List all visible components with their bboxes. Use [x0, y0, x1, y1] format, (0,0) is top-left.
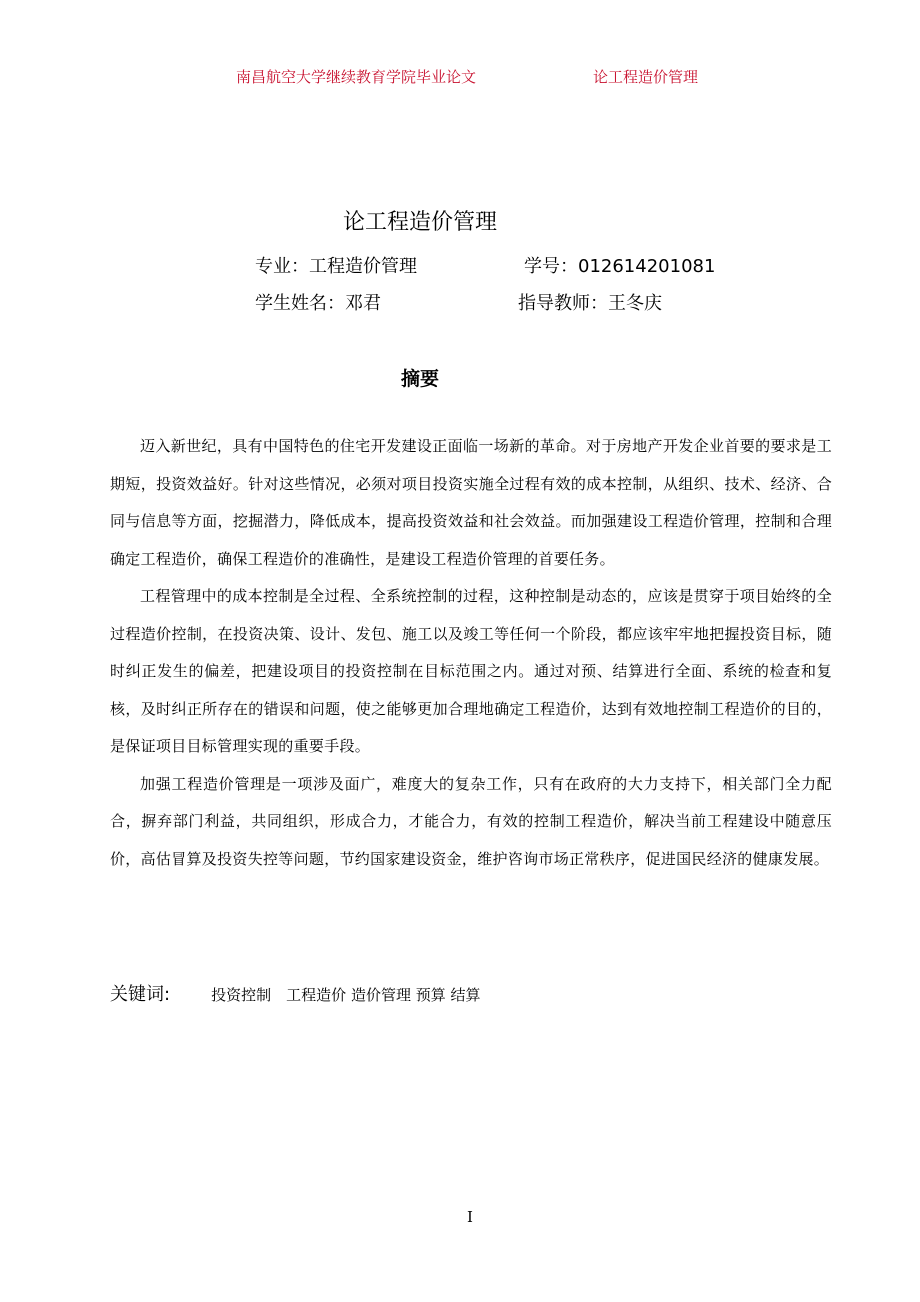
advisor-value: 王冬庆 [608, 293, 662, 314]
page-number: I [467, 1208, 473, 1226]
header-title: 论工程造价管理 [593, 68, 699, 86]
advisor-line [518, 289, 662, 315]
major-label: 专业： [255, 256, 309, 277]
major-line [255, 252, 417, 278]
keywords-label: 关键词: [110, 984, 171, 1005]
abstract-body [110, 428, 832, 878]
student-name-line [255, 289, 381, 315]
major-value: 工程造价管理 [309, 256, 417, 277]
student-name-value: 邓君 [345, 293, 381, 314]
abstract-heading: 摘要 [400, 368, 439, 390]
keywords-terms: 投资控制 工程造价 造价管理 预算 结算 [211, 986, 481, 1004]
student-id-value: 012614201081 [578, 256, 716, 277]
student-id-label: 学号： [524, 256, 578, 277]
running-header [0, 66, 920, 88]
thesis-title: 论工程造价管理 [342, 210, 497, 235]
abstract-paragraph: 迈入新世纪，具有中国特色的住宅开发建设正面临一场新的革命。对于房地产开发企业首要的要求是工期短，投资效益好。针对这些情况，必须对项目投资实施全过程有效的成本控制，从组织、技术、经济、合同与信息等方面，挖掘潜力，降低成本，提高投资效益和社会效益。而加强建设工程造价管理，控制和合理确定工程造价，确保工程造价的准确性，是建设工程造价管理的首要任务。 [110, 437, 832, 568]
student-id-line [524, 252, 715, 278]
keywords-line [110, 980, 480, 1006]
student-name-label: 学生姓名： [255, 293, 345, 314]
header-school: 南昌航空大学继续教育学院毕业论文 [236, 68, 477, 86]
advisor-label: 指导教师： [518, 293, 608, 314]
abstract-paragraph: 加强工程造价管理是一项涉及面广，难度大的复杂工作，只有在政府的大力支持下，相关部门全力配合，摒弃部门利益，共同组织，形成合力，才能合力，有效的控制工程造价，解决当前工程建设中随意压价，高估冒算及投资失控等问题，节约国家建设资金，维护咨询市场正常秩序，促进国民经济的健康发展。 [110, 774, 832, 868]
abstract-paragraph: 工程管理中的成本控制是全过程、全系统控制的过程，这种控制是动态的，应该是贯穿于项目始终的全过程造价控制，在投资决策、设计、发包、施工以及竣工等任何一个阶段，都应该牢牢地把握投资目标，随时纠正发生的偏差，把建设项目的投资控制在目标范围之内。通过对预、结算进行全面、系统的检查和复核，及时纠正所存在的错误和问题，使之能够更加合理地确定工程造价，达到有效地控制工程造价的目的，是保证项目目标管理实现的重要手段。 [110, 587, 832, 755]
